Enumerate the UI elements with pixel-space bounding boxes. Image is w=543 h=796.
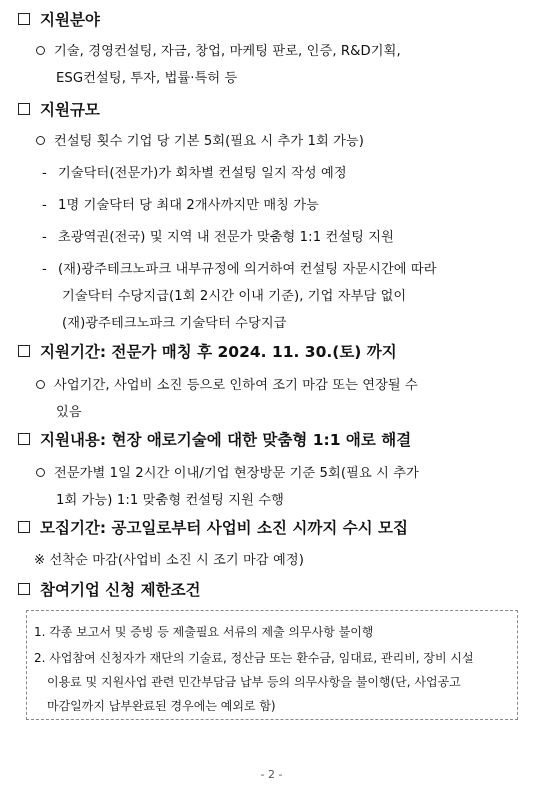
support-content-line-cont: 1회 가능) 1:1 맞춤형 컨설팅 지원 수행 xyxy=(56,493,284,508)
circle-bullet-icon xyxy=(36,136,45,145)
section-heading-support-scale xyxy=(18,98,100,120)
circle-bullet-icon xyxy=(36,46,45,55)
support-scale-detail-1: - 기술닥터(전문가)가 회차별 컨설팅 일지 작성 예정 xyxy=(42,166,347,181)
checkbox-square-icon xyxy=(18,583,30,595)
support-scale-main: 컨설팅 횟수 기업 당 기본 5회(필요 시 추가 1회 가능) xyxy=(36,130,364,149)
support-field-line: 기술, 경영컨설팅, 자금, 창업, 마케팅 판로, 인증, R&D기획, xyxy=(36,40,401,59)
support-scale-detail-4-cont2: (재)광주테크노파크 기술닥터 수당지급 xyxy=(62,316,287,331)
support-scale-detail-3: - 초광역권(전국) 및 지역 내 전문가 맞춤형 1:1 컨설팅 지원 xyxy=(42,230,394,245)
section-title: 지원내용: 현장 애로기술에 대한 맞춤형 1:1 애로 해결 xyxy=(40,431,412,449)
restriction-item-2: 2. 사업참여 신청자가 재단의 기술료, 정산금 또는 환수금, 임대료, 관리비, 장비 시설 xyxy=(34,651,474,665)
section-title: 지원기간: 전문가 매칭 후 2024. 11. 30.(토) 까지 xyxy=(40,343,397,361)
support-scale-detail-2: - 1명 기술닥터 당 최대 2개사까지만 매칭 가능 xyxy=(42,198,319,213)
restriction-item-2-cont: 이용료 및 지원사업 관련 민간부담금 납부 등의 의무사항을 불이행(단, 사업공고 xyxy=(47,675,461,689)
section-title: 참여기업 신청 제한조건 xyxy=(40,581,201,599)
recruit-note: ※ 선착순 마감(사업비 소진 시 조기 마감 예정) xyxy=(34,553,304,568)
restriction-item-2-cont2: 마감일까지 납부완료된 경우에는 예외로 함) xyxy=(47,699,276,713)
checkbox-square-icon xyxy=(18,521,30,533)
support-scale-detail-4-cont: 기술닥터 수당지급(1회 2시간 이내 기준), 기업 자부담 없이 xyxy=(62,289,407,304)
support-field-line-cont: ESG컨설팅, 투자, 법률·특허 등 xyxy=(56,71,238,86)
checkbox-square-icon xyxy=(18,13,30,25)
section-heading-support-field xyxy=(18,8,100,30)
section-title: 지원규모 xyxy=(40,101,100,119)
circle-bullet-icon xyxy=(36,380,45,389)
section-title: 지원분야 xyxy=(40,11,100,29)
support-period-line-cont: 있음 xyxy=(56,405,82,420)
page-number: - 2 - xyxy=(260,768,283,781)
support-content-line: 전문가별 1일 2시간 이내/기업 현장방문 기준 5회(필요 시 추가 xyxy=(36,462,419,481)
circle-bullet-icon xyxy=(36,468,45,477)
restriction-item-1: 1. 각종 보고서 및 증빙 등 제출필요 서류의 제출 의무사항 불이행 xyxy=(34,625,374,639)
support-scale-detail-4: - (재)광주테크노파크 내부규정에 의거하여 컨설팅 자문시간에 따라 xyxy=(42,262,437,277)
section-heading-support-period xyxy=(18,340,397,362)
checkbox-square-icon xyxy=(18,433,30,445)
section-title: 모집기간: 공고일로부터 사업비 소진 시까지 수시 모집 xyxy=(40,519,408,537)
section-heading-recruit-period xyxy=(18,516,408,538)
checkbox-square-icon xyxy=(18,103,30,115)
support-period-line: 사업기간, 사업비 소진 등으로 인하여 조기 마감 또는 연장될 수 xyxy=(36,374,418,393)
section-heading-restrictions xyxy=(18,578,201,600)
restrictions-box xyxy=(26,610,518,720)
section-heading-support-content xyxy=(18,428,411,450)
checkbox-square-icon xyxy=(18,345,30,357)
